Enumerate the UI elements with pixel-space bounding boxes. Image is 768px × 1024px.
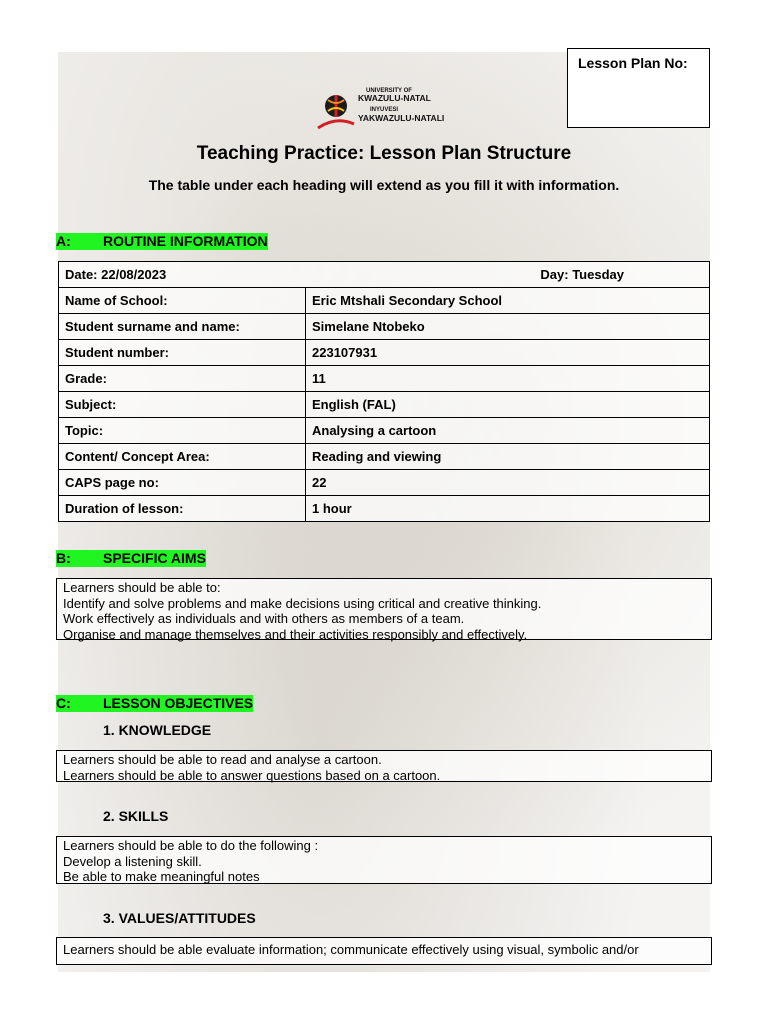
- list-item: Be able to make meaningful notes: [63, 869, 260, 884]
- table-row: [59, 392, 710, 418]
- section-c-heading: C: LESSON OBJECTIVES: [56, 695, 254, 711]
- row-value[interactable]: Reading and viewing: [306, 444, 710, 470]
- date-value: Date: 22/08/2023: [65, 267, 167, 282]
- values-attitudes-heading: 3. VALUES/ATTITUDES: [103, 910, 256, 926]
- row-value[interactable]: Analysing a cartoon: [306, 418, 710, 444]
- list-item: Identify and solve problems and make decisions using critical and creative thinking.: [63, 595, 542, 611]
- row-value[interactable]: Simelane Ntobeko: [306, 314, 710, 340]
- list-item: Learners should be able to:: [63, 580, 221, 595]
- values-attitudes-box[interactable]: [56, 937, 712, 965]
- lesson-plan-number-label: Lesson Plan No:: [578, 55, 688, 71]
- date-day-cell[interactable]: [59, 262, 710, 288]
- page-title: Teaching Practice: Lesson Plan Structure: [196, 143, 572, 164]
- row-label: Grade:: [59, 366, 306, 392]
- list-item: Develop a listening skill.: [63, 853, 202, 869]
- knowledge-box[interactable]: [56, 750, 712, 782]
- table-row: [59, 314, 710, 340]
- row-value[interactable]: English (FAL): [306, 392, 710, 418]
- table-row: [59, 288, 710, 314]
- knowledge-heading: 1. KNOWLEDGE: [103, 722, 212, 738]
- row-value[interactable]: 223107931: [306, 340, 710, 366]
- day-value: Day: Tuesday: [540, 267, 624, 282]
- table-row: [59, 444, 710, 470]
- list-item: Work effectively as individuals and with others as members of a team.: [63, 611, 465, 626]
- row-label: Student number:: [59, 340, 306, 366]
- row-label: Subject:: [59, 392, 306, 418]
- routine-information-table: [58, 261, 710, 522]
- section-b-heading: B: SPECIFIC AIMS: [56, 550, 206, 566]
- list-item: Learners should be able to read and analyse a cartoon.: [63, 752, 382, 767]
- row-value[interactable]: 1 hour: [306, 496, 710, 522]
- list-item: Organise and manage themselves and their activities responsibly and effectively.: [63, 626, 528, 642]
- list-item: Learners should be able to answer questions based on a cartoon.: [63, 767, 441, 783]
- row-label: Name of School:: [59, 288, 306, 314]
- row-label: Content/ Concept Area:: [59, 444, 306, 470]
- skills-box[interactable]: [56, 836, 712, 884]
- table-row: [59, 366, 710, 392]
- section-a-heading: A: ROUTINE INFORMATION: [56, 233, 268, 249]
- table-row: [59, 418, 710, 444]
- table-row: [59, 496, 710, 522]
- row-value[interactable]: 11: [306, 366, 710, 392]
- row-value[interactable]: Eric Mtshali Secondary School: [306, 288, 710, 314]
- list-item: Learners should be able to do the following :: [63, 838, 319, 853]
- row-label: CAPS page no:: [59, 470, 306, 496]
- page-subtitle: The table under each heading will extend as you fill it with information.: [148, 177, 620, 193]
- table-row: [59, 262, 710, 288]
- row-label: Topic:: [59, 418, 306, 444]
- row-value[interactable]: 22: [306, 470, 710, 496]
- table-row: [59, 470, 710, 496]
- university-logo-text: UNIVERSITY OF KWAZULU-NATAL INYUVESI YAKWAZULU-NATALI: [358, 88, 445, 123]
- specific-aims-box[interactable]: [56, 578, 712, 640]
- row-label: Student surname and name:: [59, 314, 306, 340]
- skills-heading: 2. SKILLS: [103, 808, 169, 824]
- table-row: [59, 340, 710, 366]
- lesson-plan-number-box[interactable]: [567, 48, 710, 128]
- row-label: Duration of lesson:: [59, 496, 306, 522]
- list-item: Learners should be able evaluate information; communicate effectively using visual, symbolic and/or: [63, 942, 639, 957]
